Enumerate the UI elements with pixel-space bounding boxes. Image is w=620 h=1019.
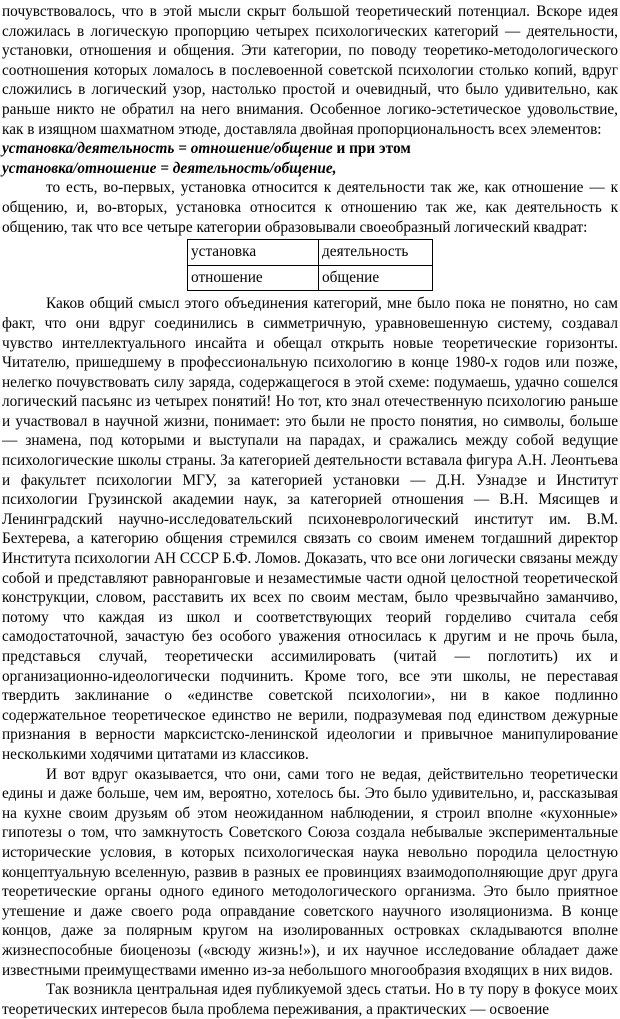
formula-line-1 xyxy=(2,139,618,159)
formula-line-2 xyxy=(2,159,618,179)
formula-2: установка/отношение = деятельность/общение, xyxy=(2,159,337,177)
table-row xyxy=(188,265,433,291)
table-row xyxy=(188,240,433,266)
paragraph-4: И вот вдруг оказывается, что они, сами того не ведая, действительно теоретически едины и даже больше, чем им, вероятно, хотелось бы. Это было удивительно, и, рассказывая на кухне своим друзьям об этом неожиданном наблюдении, я строил вполне «кухонные» гипотезы о том, что замкнутость Советского Союза создала небывалые экспериментальные исторические условия, в которых психологическая наука невольно породила целостную концептуальную вселенную, развив в разных ее провинциях взаимодополняющие друг друга теоретические органы одного единого методологического организма. Это было приятное утешение и даже своего рода оправдание советского научного изоляционизма. В конце концов, даже за полярным кругом на изолированных островках складываются вполне жизнеспособные биоценозы («всюду жизнь!»), и их научное исследование обладает даже известными преимуществами именно из-за небольшого многообразия входящих в них видов. xyxy=(2,765,618,979)
paragraph-2: то есть, во-первых, установка относится к деятельности так же, как отношение — к общению, и, во-вторых, установка относится к отношению так же, как деятельность к общению, так что все четыре категории образовывали своеобразный логический квадрат: xyxy=(2,179,618,236)
table-cell-otnoshenie: отношение xyxy=(188,265,319,291)
formula-1: установка/деятельность = отношение/общение xyxy=(2,140,333,158)
logical-square-table xyxy=(187,239,433,291)
paragraph-5: Так возникла центральная идея публикуемой здесь статьи. Но в ту пору в фокусе моих теоретических интересов была проблема переживания, а практических — освоение xyxy=(2,981,618,1018)
table-cell-obshchenie: общение xyxy=(319,265,433,291)
table-cell-ustanovka: установка xyxy=(188,240,319,266)
formula-1-suffix: и при этом xyxy=(332,140,411,158)
table-cell-deyatelnost: деятельность xyxy=(319,240,433,266)
paragraph-1: почувствовалось, что в этой мысли скрыт большой теоретический потенциал. Вскоре идея сложилась в логическую пропорцию четырех психологических категорий — деятельности, установки, отношения и общения. Эти категории, по поводу теоретико-методологического соотношения которых ломалось в послевоенной советской психологии столько копий, вдруг сложились в логический узор, настолько простой и очевидный, что было удивительно, как раньше никто не обратил на него внимания. Особенное логико-эстетическое удовольствие, как в изящном шахматном этюде, доставляла двойная пропорциональность всех элементов: xyxy=(2,3,618,138)
paragraph-3: Каков общий смысл этого объединения категорий, мне было пока не понятно, но сам факт, что они вдруг соединились в симметричную, уравновешенную систему, создавал чувство интеллектуального инсайта и обещал открыть новые теоретические горизонты. Читателю, пришедшему в профессиональную психологию в конце 1980-х годов или позже, нелегко почувствовать силу заряда, содержащегося в этой схеме: подумаешь, удачно сошелся логический пасьянс из четырех понятий! Но тот, кто знал отечественную психологию раньше и участвовал в научной жизни, понимает: это были не просто понятия, но символы, больше — знамена, под которыми и выступали на парадах, и сражались между собой ведущие психологические школы страны. За категорией деятельности вставала фигура А.Н. Леонтьева и факультет психологии МГУ, за категорией установки — Д.Н. Узнадзе и Институт психологии Грузинской академии наук, за категорией отношения — В.Н. Мясищев и Ленинградский научно-исследовательский психоневрологический институт им. В.М. Бехтерева, а категорию общения стремился связать со своим именем тогдашний директор Института психологии АН СССР Б.Ф. Ломов. Доказать, что все они логически связаны между собой и представляют равноранговые и незаместимые части одной целостной теоретической конструкции, словом, расставить их всех по своим местам, было чрезвычайно заманчиво, потому что каждая из школ и соответствующих теорий горделиво считала себя самодостаточной, зачастую без особого уважения относилась к другим и не прочь была, представься случай, теоретически ассимилировать (читай — поглотить) их и организационно-идеологически подчинить. Кроме того, все эти школы, не переставая твердить заклинание о «единстве советской психологии», ни в какое подлинно содержательное теоретическое единство не верили, подразумевая под единством дежурные признания в верности марксистско-ленинской идеологии и привычное манипулирование несколькими ходячими цитатами из классиков. xyxy=(2,295,618,763)
